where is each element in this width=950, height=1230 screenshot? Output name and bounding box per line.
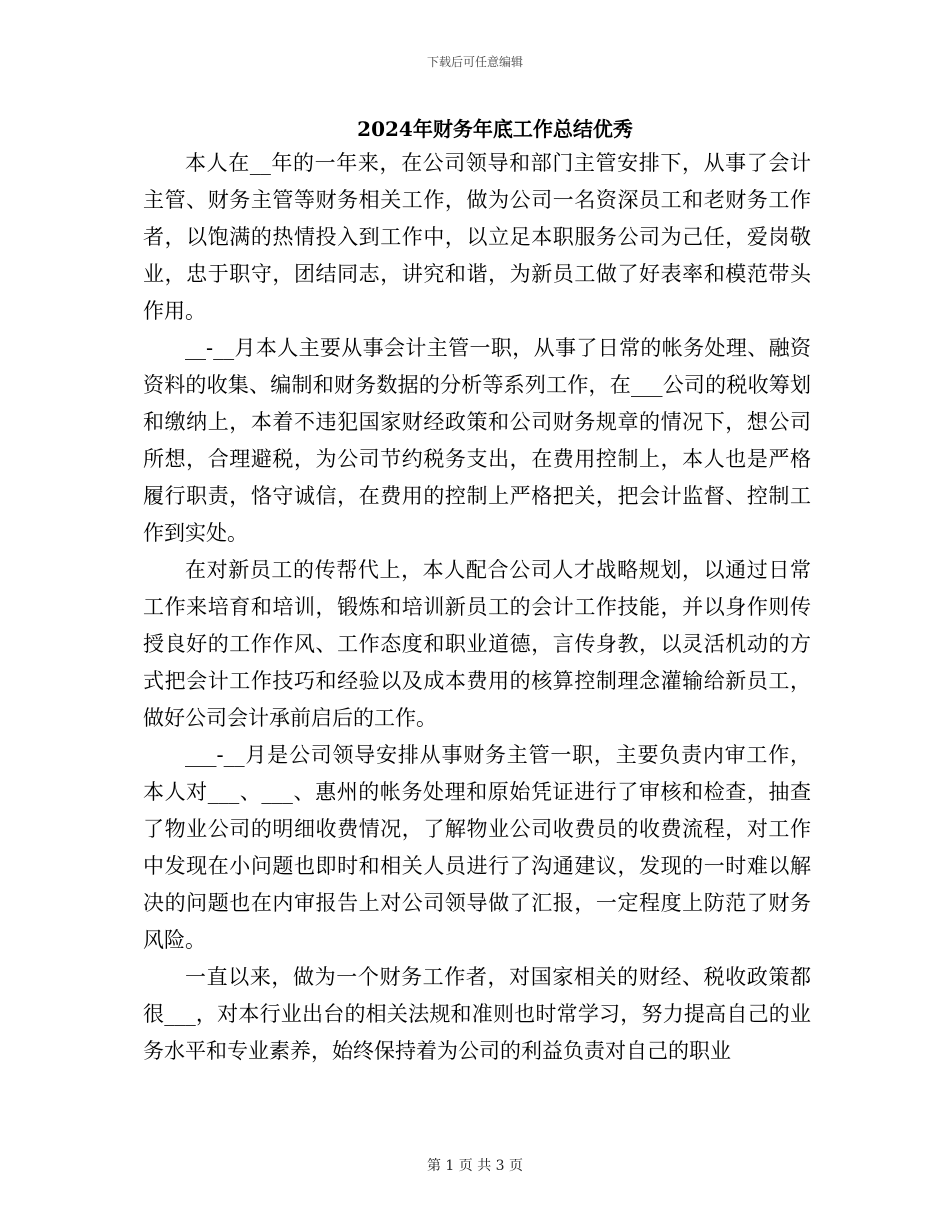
paragraph-4: ___-__月是公司领导安排从事财务主管一职，主要负责内审工作，本人对___、___、惠州的帐务处理和原始凭证进行了审核和检查，抽查了物业公司的明细收费情况，了解物业公司收费员的收费流程，对工作中发现在小问题也即时和相关人员进行了沟通建议，发现的一时难以解决的问题也在内审报告上对公司领导做了汇报，一定程度上防范了财务风险。 [143,743,811,952]
paragraph-1: 本人在__年的一年来，在公司领导和部门主管安排下，从事了会计主管、财务主管等财务相关工作，做为公司一名资深员工和老财务工作者，以饱满的热情投入到工作中，以立足本职服务公司为己任，爱岗敬业，忠于职守，团结同志，讲究和谐，为新员工做了好表率和模范带头作用。 [143,151,811,323]
document-body [143,145,811,1070]
document-title: 2024年财务年底工作总结优秀 [357,117,633,141]
paragraph-2: __-__月本人主要从事会计主管一职，从事了日常的帐务处理、融资资料的收集、编制和财务数据的分析等系列工作，在___公司的税收筹划和缴纳上，本着不违犯国家财经政策和公司财务规章的情况下，想公司所想，合理避税，为公司节约税务支出，在费用控制上，本人也是严格履行职责，恪守诚信，在费用的控制上严格把关，把会计监督、控制工作到实处。 [143,336,811,545]
page-number-footer: 第 1 页 共 3 页 [426,1158,524,1174]
paragraph-3: 在对新员工的传帮代上，本人配合公司人才战略规划，以通过日常工作来培育和培训，锻炼和培训新员工的会计工作技能，并以身作则传授良好的工作作风、工作态度和职业道德，言传身教，以灵活机动的方式把会计工作技巧和经验以及成本费用的核算控制理念灌输给新员工，做好公司会计承前启后的工作。 [143,558,811,730]
page-header-note: 下载后可任意编辑 [426,55,523,69]
paragraph-5: 一直以来，做为一个财务工作者，对国家相关的财经、税收政策都很___，对本行业出台的相关法规和准则也时常学习，努力提高自己的业务水平和专业素养，始终保持着为公司的利益负责对自己的职业 [143,965,811,1063]
